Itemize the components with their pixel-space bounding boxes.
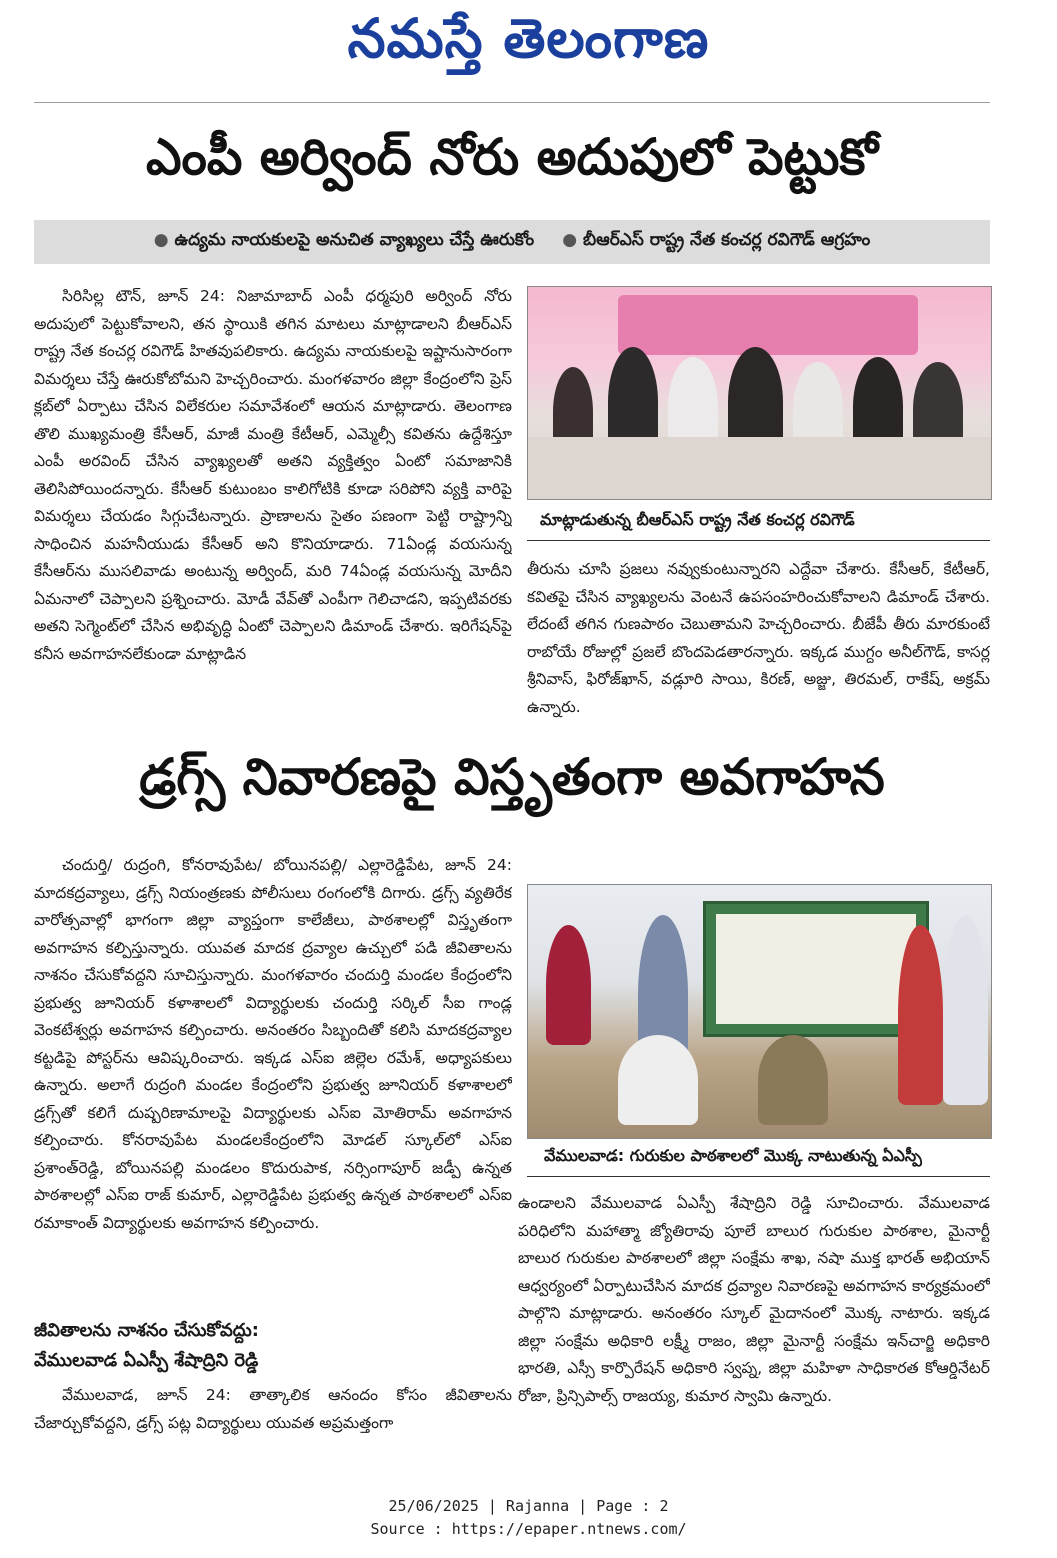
article1-photo xyxy=(527,286,992,500)
article2-body-right: ఉండాలని వేములవాడ ఏఎస్పీ శేషాద్రిని రెడ్డి సూచించారు. వేములవాడ పరిధిలోని మహాత్మా జ్యోతిరావు పూలే బాలుర గురుకుల పాఠశాల, మైనార్టీ బాలుర గురుకుల పాఠశాలలో జిల్లా సంక్షేమ శాఖ, నషా ముక్త భారత్ అభియాన్ ఆధ్వర్యంలో ఏర్పాటుచేసిన మాదక ద్రవ్యాల నివారణపై అవగాహన కార్యక్రమంలో పాల్గొని మాట్లాడారు. అనంతరం స్కూల్ మైదానంలో మొక్క నాటారు. ఇక్కడ జిల్లా సంక్షేమ అధికారి లక్ష్మీ రాజం, జిల్లా మైనార్టీ సంక్షేమ ఇన్‌చార్జి అధికారి భారతి, ఎస్సీ కార్పొరేషన్ అధికారి స్వప్న, జిల్లా మహిళా సాధికారత కోఆర్డినేటర్ రోజా, ప్రిన్సిపాల్స్ రాజయ్య, కుమార స్వామి ఉన్నారు. xyxy=(518,1194,990,1405)
article2-body-left: చందుర్తి/ రుద్రంగి, కోనరావుపేట/ బోయినపల్లి/ ఎల్లారెడ్డిపేట, జూన్ 24: మాదకద్రవ్యాలు, డ్రగ్స్ నియంత్రణకు పోలీసులు రంగంలోకి దిగారు. డ్రగ్స్ వ్యతిరేక వారోత్సవాల్లో భాగంగా జిల్లా వ్యాప్తంగా కాలేజీలు, పాఠశాలల్లో విస్తృతంగా అవగాహన కల్పిస్తున్నారు. యువత మాదక ద్రవ్యాల ఉచ్చులో పడి జీవితాలను నాశనం చేసుకోవద్దని సూచిస్తున్నారు. మంగళవారం చందుర్తి మండల కేంద్రంలోని ప్రభుత్వ జూనియర్ కళాశాలలో విద్యార్థులకు చందుర్తి సర్కిల్ సీఐ గాండ్ల వెంకటేశ్వర్లు అవగాహన కల్పించారు. అనంతరం సిబ్బందితో కలిసి మాదకద్రవ్యాల కట్టడిపై పోస్టర్‌ను ఆవిష్కరించారు. ఇక్కడ ఎస్ఐ జిల్లెల రమేశ్, అధ్యాపకులు ఉన్నారు. అలాగే రుద్రంగి మండల కేంద్రంలోని ప్రభుత్వ జూనియర్ కళాశాలలో డ్రగ్స్‌తో కలిగే దుష్పరిణామాలపై విద్యార్థులకు ఎస్ఐ మోతిరామ్ అవగాహన కల్పించారు. కోనరావుపేట మండలకేంద్రంలోని మోడల్ స్కూల్‌లో ఎస్ఐ ప్రశాంత్‌రెడ్డి, బోయినపల్లి మండలం కొదురుపాక, నర్సింగాపూర్ జడ్పీ ఉన్నత పాఠశాలల్లో ఎస్ఐ రాజ్ కుమార్, ఎల్లారెడ్డిపేట ప్రభుత్వ ఉన్నత పాఠశాలలో ఎస్ఐ రమాకాంత్ విద్యార్థులకు అవగాహన కల్పించారు. xyxy=(34,856,512,1232)
bullet-icon: ● xyxy=(153,230,169,250)
caption-underline xyxy=(527,1176,990,1177)
article2-photo xyxy=(527,884,992,1139)
article1-body-right: తీరును చూసి ప్రజలు నవ్వుకుంటున్నారని ఎద్దేవా చేశారు. కేసీఆర్, కేటీఆర్, కవితపై చేసిన వ్యాఖ్యలను వెంటనే ఉపసంహరించుకోవాలని డిమాండ్ చేశారు. లేదంటే తగిన గుణపాఠం చెబుతామని హెచ్చరించారు. బీజేపీ తీరు మారకుంటే రాబోయే రోజుల్లో ప్రజలే బొందపెడతారన్నారు. ఇక్కడ ముగ్దం అనీల్‌గౌడ్, కాసర్ల శ్రీనివాస్, ఫిరోజ్‌ఖాన్, వడ్లూరి సాయి, కిరణ్, అజ్జు, తిరమల్, రాకేష్, అక్రమ్ ఉన్నారు. xyxy=(527,560,990,716)
awareness-banner-graphic xyxy=(703,901,929,1037)
caption-underline xyxy=(527,540,990,541)
table xyxy=(528,437,991,499)
article1-body-left: సిరిసిల్ల టౌన్, జూన్ 24: నిజామాబాద్ ఎంపీ ధర్మపురి అర్వింద్ నోరు అదుపులో పెట్టుకోవాలని, తన స్థాయికి తగిన మాటలు మాట్లాడాలని బీఆర్ఎస్ రాష్ట్ర నేత కంచర్ల రవిగౌడ్ హితవుపలికారు. ఉద్యమ నాయకులపై ఇష్టానుసారంగా విమర్శలు చేస్తే ఊరుకోబోమని హెచ్చరించారు. మంగళవారం జిల్లా కేంద్రంలోని ప్రెస్ క్లబ్‌లో ఏర్పాటు చేసిన విలేకరుల సమావేశంలో ఆయన మాట్లాడారు. తెలంగాణ తొలి ముఖ్యమంత్రి కేసీఆర్, మాజీ మంత్రి కేటీఆర్, ఎమ్మెల్సీ కవితను ఉద్దేశిస్తూ ఎంపీ అరవింద్ చేసిన వ్యాఖ్యలతో అతని వ్యక్తిత్వం ఏంటో సమాజానికి తెలిసిపోయిందన్నారు. కేసీఆర్ కుటుంబం కాలిగోటికి కూడా సరిపోని వ్యక్తి వారిపై విమర్శలు చేయడం సిగ్గుచేటన్నారు. ప్రాణాలను సైతం పణంగా పెట్టి రాష్ట్రాన్ని సాధించిన మహనీయుడు కేసీఆర్ అని కొనియాడారు. 71ఏండ్ల వయసున్న కేసీఆర్‌ను ముసలివాడు అంటున్న అర్వింద్, మరి 74ఏండ్ల వయసున్న మోదీని ఏమనాలో చెప్పాలని ప్రశ్నించారు. మోడీ వేవ్‌తో ఎంపీగా గెలిచాడని, ఇప్పటివరకు అతని సెగ్మెంట్‌లో చేసిన అభివృద్ధి ఏంటో చెప్పాలని డిమాండ్ చేశారు. ఇరిగేషన్‌పై కనీస అవగాహనలేకుండా మాట్లాడిన xyxy=(34,287,512,663)
subhead-line-1: జీవితాలను నాశనం చేసుకోవద్దు: xyxy=(34,1320,259,1341)
article2-photo-caption: వేములవాడ: గురుకుల పాఠశాలలో మొక్క నాటుతున్న ఏఎస్పీ xyxy=(544,1146,922,1165)
footer-date-line: 25/06/2025 | Rajanna | Page : 2 xyxy=(388,1497,669,1515)
article1-headline: ఎంపీ అర్వింద్ నోరు అదుపులో పెట్టుకో xyxy=(145,128,879,186)
footer-source-line: Source : https://epaper.ntnews.com/ xyxy=(370,1520,687,1538)
bullet-icon: ● xyxy=(562,230,578,250)
top-divider xyxy=(34,102,990,103)
article2-body-left-2: వేములవాడ, జూన్ 24: తాత్కాలిక ఆనందం కోసం జీవితాలను చేజార్చుకోవద్దని, డ్రగ్స్ పట్ల విద్యార్థులు యువత అప్రమత్తంగా xyxy=(34,1386,512,1432)
article2-headline: డ్రగ్స్ నివారణపై విస్తృతంగా అవగాహన xyxy=(139,748,885,806)
subhead-line-2: వేములవాడ ఏఎస్పీ శేషాద్రిని రెడ్డి xyxy=(34,1350,259,1371)
subhead-item-2: ● బీఆర్ఎస్ రాష్ట్ర నేత కంచర్ల రవిగౌడ్ ఆగ్రహం xyxy=(562,230,871,250)
article1-subhead-bar xyxy=(34,220,990,264)
subhead-item-1: ● ఉద్యమ నాయకులపై అనుచిత వ్యాఖ్యలు చేస్తే ఊరుకోం xyxy=(153,230,535,250)
article1-photo-caption: మాట్లాడుతున్న బీఆర్ఎస్ రాష్ట్ర నేత కంచర్ల రవిగౌడ్ xyxy=(540,510,855,529)
article2-subhead xyxy=(34,1316,512,1376)
party-banner-graphic xyxy=(618,295,918,355)
masthead-logo: నమస్తే తెలంగాణ xyxy=(347,6,710,70)
